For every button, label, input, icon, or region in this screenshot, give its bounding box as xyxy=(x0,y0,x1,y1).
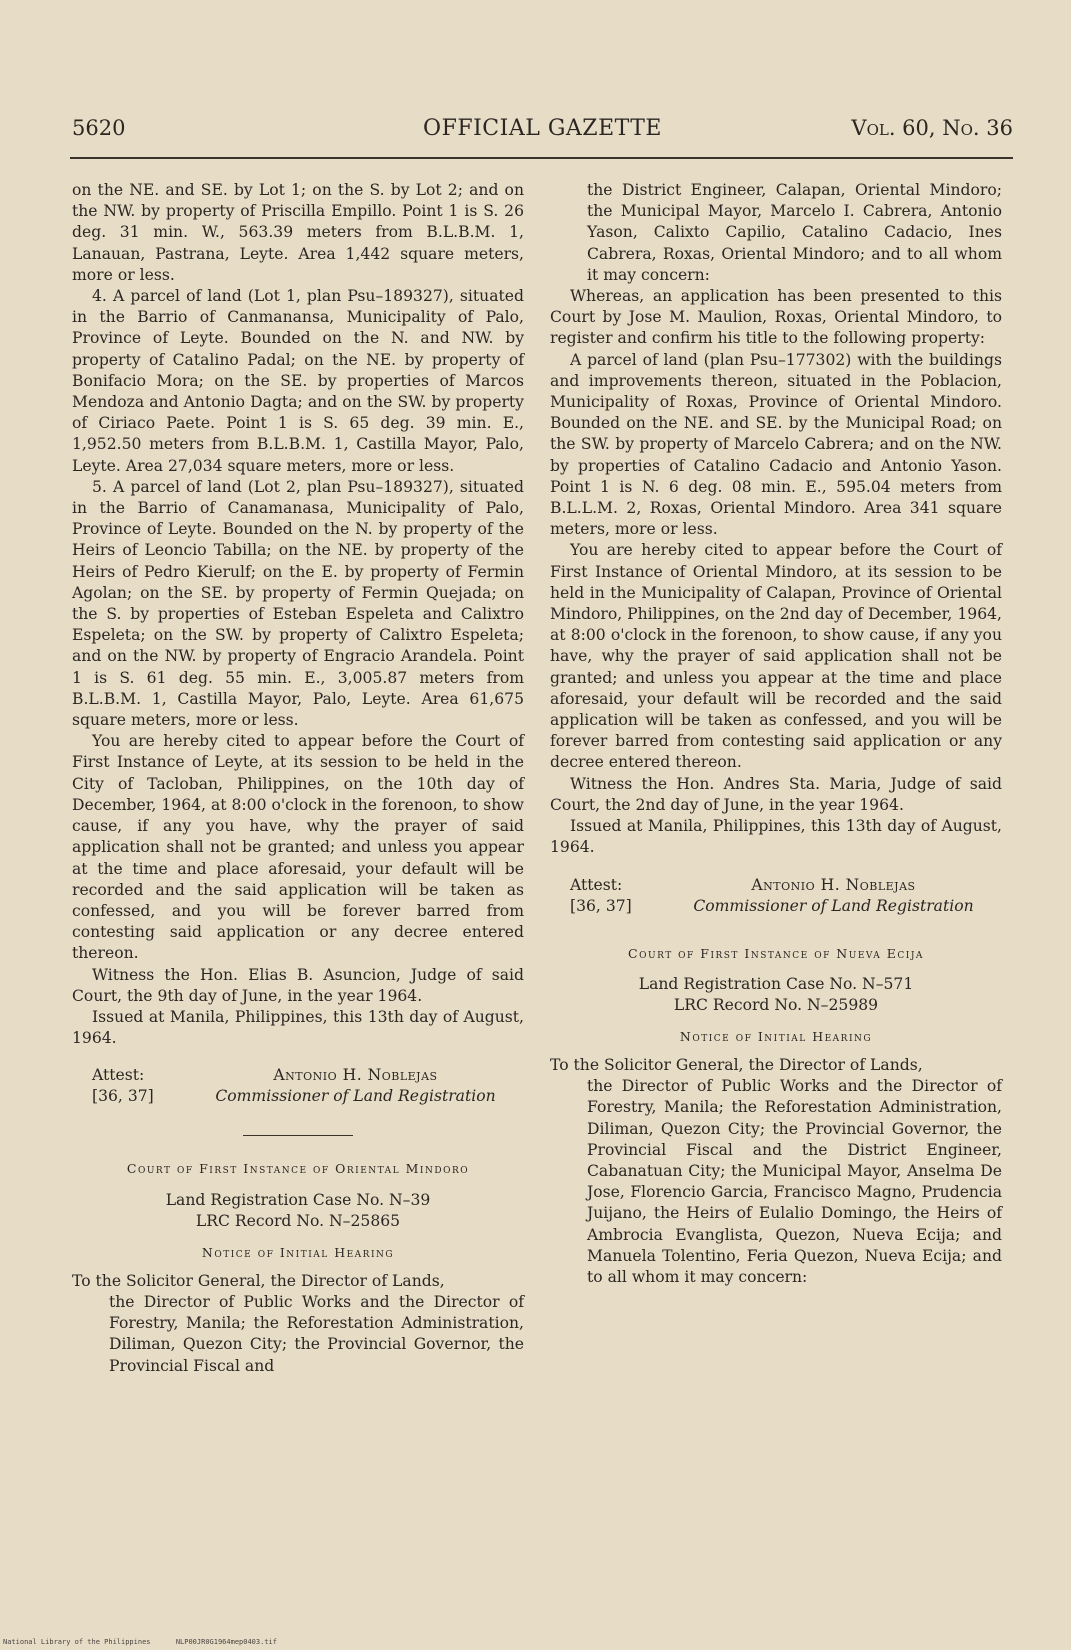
record-number: LRC Record No. N–25989 xyxy=(673,995,879,1014)
footer-file: NLP00JR0G1964mep0403.tif xyxy=(175,1638,277,1646)
paragraph: Issued at Manila, Philippines, this 13th day of August, 1964. xyxy=(550,817,1002,857)
case-number: Land Registration Case No. N–571 xyxy=(638,974,914,993)
paragraph: Witness the Hon. Andres Sta. Maria, Judge of said Court, the 2nd day of June, in the year 1964. xyxy=(550,774,1002,814)
addressee-text: the Director of Public Works and the Director of Forestry, Manila; the Reforestation Administration, Diliman, Quezon City; the Provincial Governor, the Provincial Fiscal and the District Engineer, Cabanatuan City; the Municipal Mayor, Anselma De Jose, Florencio Garcia, Francisco Magno, Prudencia Juijano, the Heirs of Eulalio Domingo, the Heirs of Ambrocia Evanglista, Quezon, Nueva Ecija; and Manuela Tolentino, Feria Quezon, Nueva Ecija; and to all whom it may concern: xyxy=(587,1077,1002,1286)
notice-heading: Notice of Initial Hearing xyxy=(201,1244,395,1260)
attest-label: Attest: xyxy=(570,875,623,894)
attestation xyxy=(92,1065,524,1107)
footer-source: National Library of the Philippines xyxy=(3,1638,151,1646)
notice-heading: Notice of Initial Hearing xyxy=(679,1028,873,1044)
publication-title: OFFICIAL GAZETTE xyxy=(423,116,662,141)
attestation xyxy=(570,875,1002,917)
attest-name: Antonio H. Noblejas xyxy=(273,1066,438,1085)
page-header xyxy=(72,116,1013,150)
right-column xyxy=(550,180,1002,1288)
paragraph: Witness the Hon. Elias B. Asuncion, Judge of said Court, the 9th day of June, in the year 1964. xyxy=(72,965,524,1005)
attest-label: Attest: xyxy=(92,1066,145,1085)
paragraph: A parcel of land (plan Psu–177302) with the buildings and improvements thereon, situated in the Poblacion, Municipality of Roxas, Province of Oriental Mindoro. Bounded on the NE. and SE. by the Municipal Road; on the SW. by property of Marcelo Cabrera; and on the NW. by properties of Catalino Cadacio and Antonio Yason. Point 1 is N. 6 deg. 08 min. E., 595.04 meters from B.L.L.M. 2, Roxas, Oriental Mindoro. Area 341 square meters, more or less. xyxy=(550,350,1002,539)
addressee-line: To the Solicitor General, the Director of Lands, xyxy=(72,1271,445,1290)
court-heading: Court of First Instance of Oriental Mindoro xyxy=(126,1161,470,1177)
paragraph: You are hereby cited to appear before the Court of First Instance of Oriental Mindoro, at its session to be held in the Municipality of Calapan, Province of Oriental Mindoro, Philippines, on the 2nd day of December, 1964, at 8:00 o'clock in the forenoon, to show cause, if any you have, why the prayer of said application shall not be granted; and unless you appear at the time and place aforesaid, your default will be recorded and the said application will be taken as confessed, and you will be forever barred from contesting said application or any decree entered thereon. xyxy=(550,541,1002,772)
record-number: LRC Record No. N–25865 xyxy=(195,1211,401,1230)
paragraph: 5. A parcel of land (Lot 2, plan Psu–189327), situated in the Barrio of Canamanasa, Municipality of Palo, Province of Leyte. Bounded on the N. by property of the Heirs of Leoncio Tabilla; on the NE. by property of the Heirs of Pedro Kierulf; on the E. by property of Fermin Agolan; on the SE. by property of Fermin Quejada; on the S. by properties of Esteban Espeleta and Calixtro Espeleta; on the SW. by property of Calixtro Espeleta; and on the NW. by property of Engracio Arandela. Point 1 is S. 61 deg. 55 min. E., 3,005.87 meters from B.L.B.M. 1, Castilla Mayor, Palo, Leyte. Area 61,675 square meters, more or less. xyxy=(72,477,524,730)
attest-reference: [36, 37] xyxy=(92,1087,154,1106)
paragraph: on the NE. and SE. by Lot 1; on the S. by Lot 2; and on the NW. by property of Priscilla Empillo. Point 1 is S. 26 deg. 31 min. W., 563.39 meters from B.L.B.M. 1, Lanauan, Pastrana, Leyte. Area 1,442 square meters, more or less. xyxy=(72,181,524,284)
section-divider xyxy=(243,1135,353,1136)
attest-role: Commissioner of Land Registration xyxy=(693,896,974,915)
addressee-line: To the Solicitor General, the Director of Lands, xyxy=(550,1055,923,1074)
attest-reference: [36, 37] xyxy=(570,896,632,915)
paragraph: You are hereby cited to appear before the Court of First Instance of Leyte, at its session to be held in the City of Tacloban, Philippines, on the 10th day of December, 1964, at 8:00 o'clock in the forenoon, to show cause, if any you have, why the prayer of said application shall not be granted; and unless you appear at the time and place aforesaid, your default will be recorded and the said application will be taken as confessed, and you will be forever barred from contesting said application or any decree entered thereon. xyxy=(72,732,524,963)
left-column xyxy=(72,180,524,1377)
attest-name: Antonio H. Noblejas xyxy=(751,875,916,894)
scan-footer xyxy=(3,1638,277,1646)
attest-role: Commissioner of Land Registration xyxy=(215,1087,496,1106)
addressee-continuation: the District Engineer, Calapan, Oriental Mindoro; the Municipal Mayor, Marcelo I. Cabrera, Antonio Yason, Calixto Capilio, Catalino Cadacio, Ines Cabrera, Roxas, Oriental Mindoro; and to all whom it may concern: xyxy=(587,181,1002,284)
case-number: Land Registration Case No. N–39 xyxy=(165,1190,431,1209)
paragraph: Whereas, an application has been presented to this Court by Jose M. Maulion, Roxas, Oriental Mindoro, to register and confirm his title to the following property: xyxy=(550,287,1002,348)
paragraph: 4. A parcel of land (Lot 1, plan Psu–189327), situated in the Barrio of Canmanansa, Municipality of Palo, Province of Leyte. Bounded on the N. and NW. by property of Catalino Padal; on the NE. by property of Bonifacio Mora; on the SE. by properties of Marcos Mendoza and Antonio Dagta; and on the SW. by property of Ciriaco Paete. Point 1 is S. 65 deg. 39 min. E., 1,952.50 meters from B.L.B.M. 1, Castilla Mayor, Palo, Leyte. Area 27,034 square meters, more or less. xyxy=(72,287,524,475)
page-number: 5620 xyxy=(72,116,126,140)
addressee-text: the Director of Public Works and the Director of Forestry, Manila; the Reforestation Administration, Diliman, Quezon City; the Provincial Governor, the Provincial Fiscal and xyxy=(109,1292,524,1375)
header-rule xyxy=(70,157,1013,159)
paragraph: Issued at Manila, Philippines, this 13th day of August, 1964. xyxy=(72,1007,524,1048)
volume-number: Vol. 60, No. 36 xyxy=(851,116,1013,140)
court-heading: Court of First Instance of Nueva Ecija xyxy=(628,945,924,961)
